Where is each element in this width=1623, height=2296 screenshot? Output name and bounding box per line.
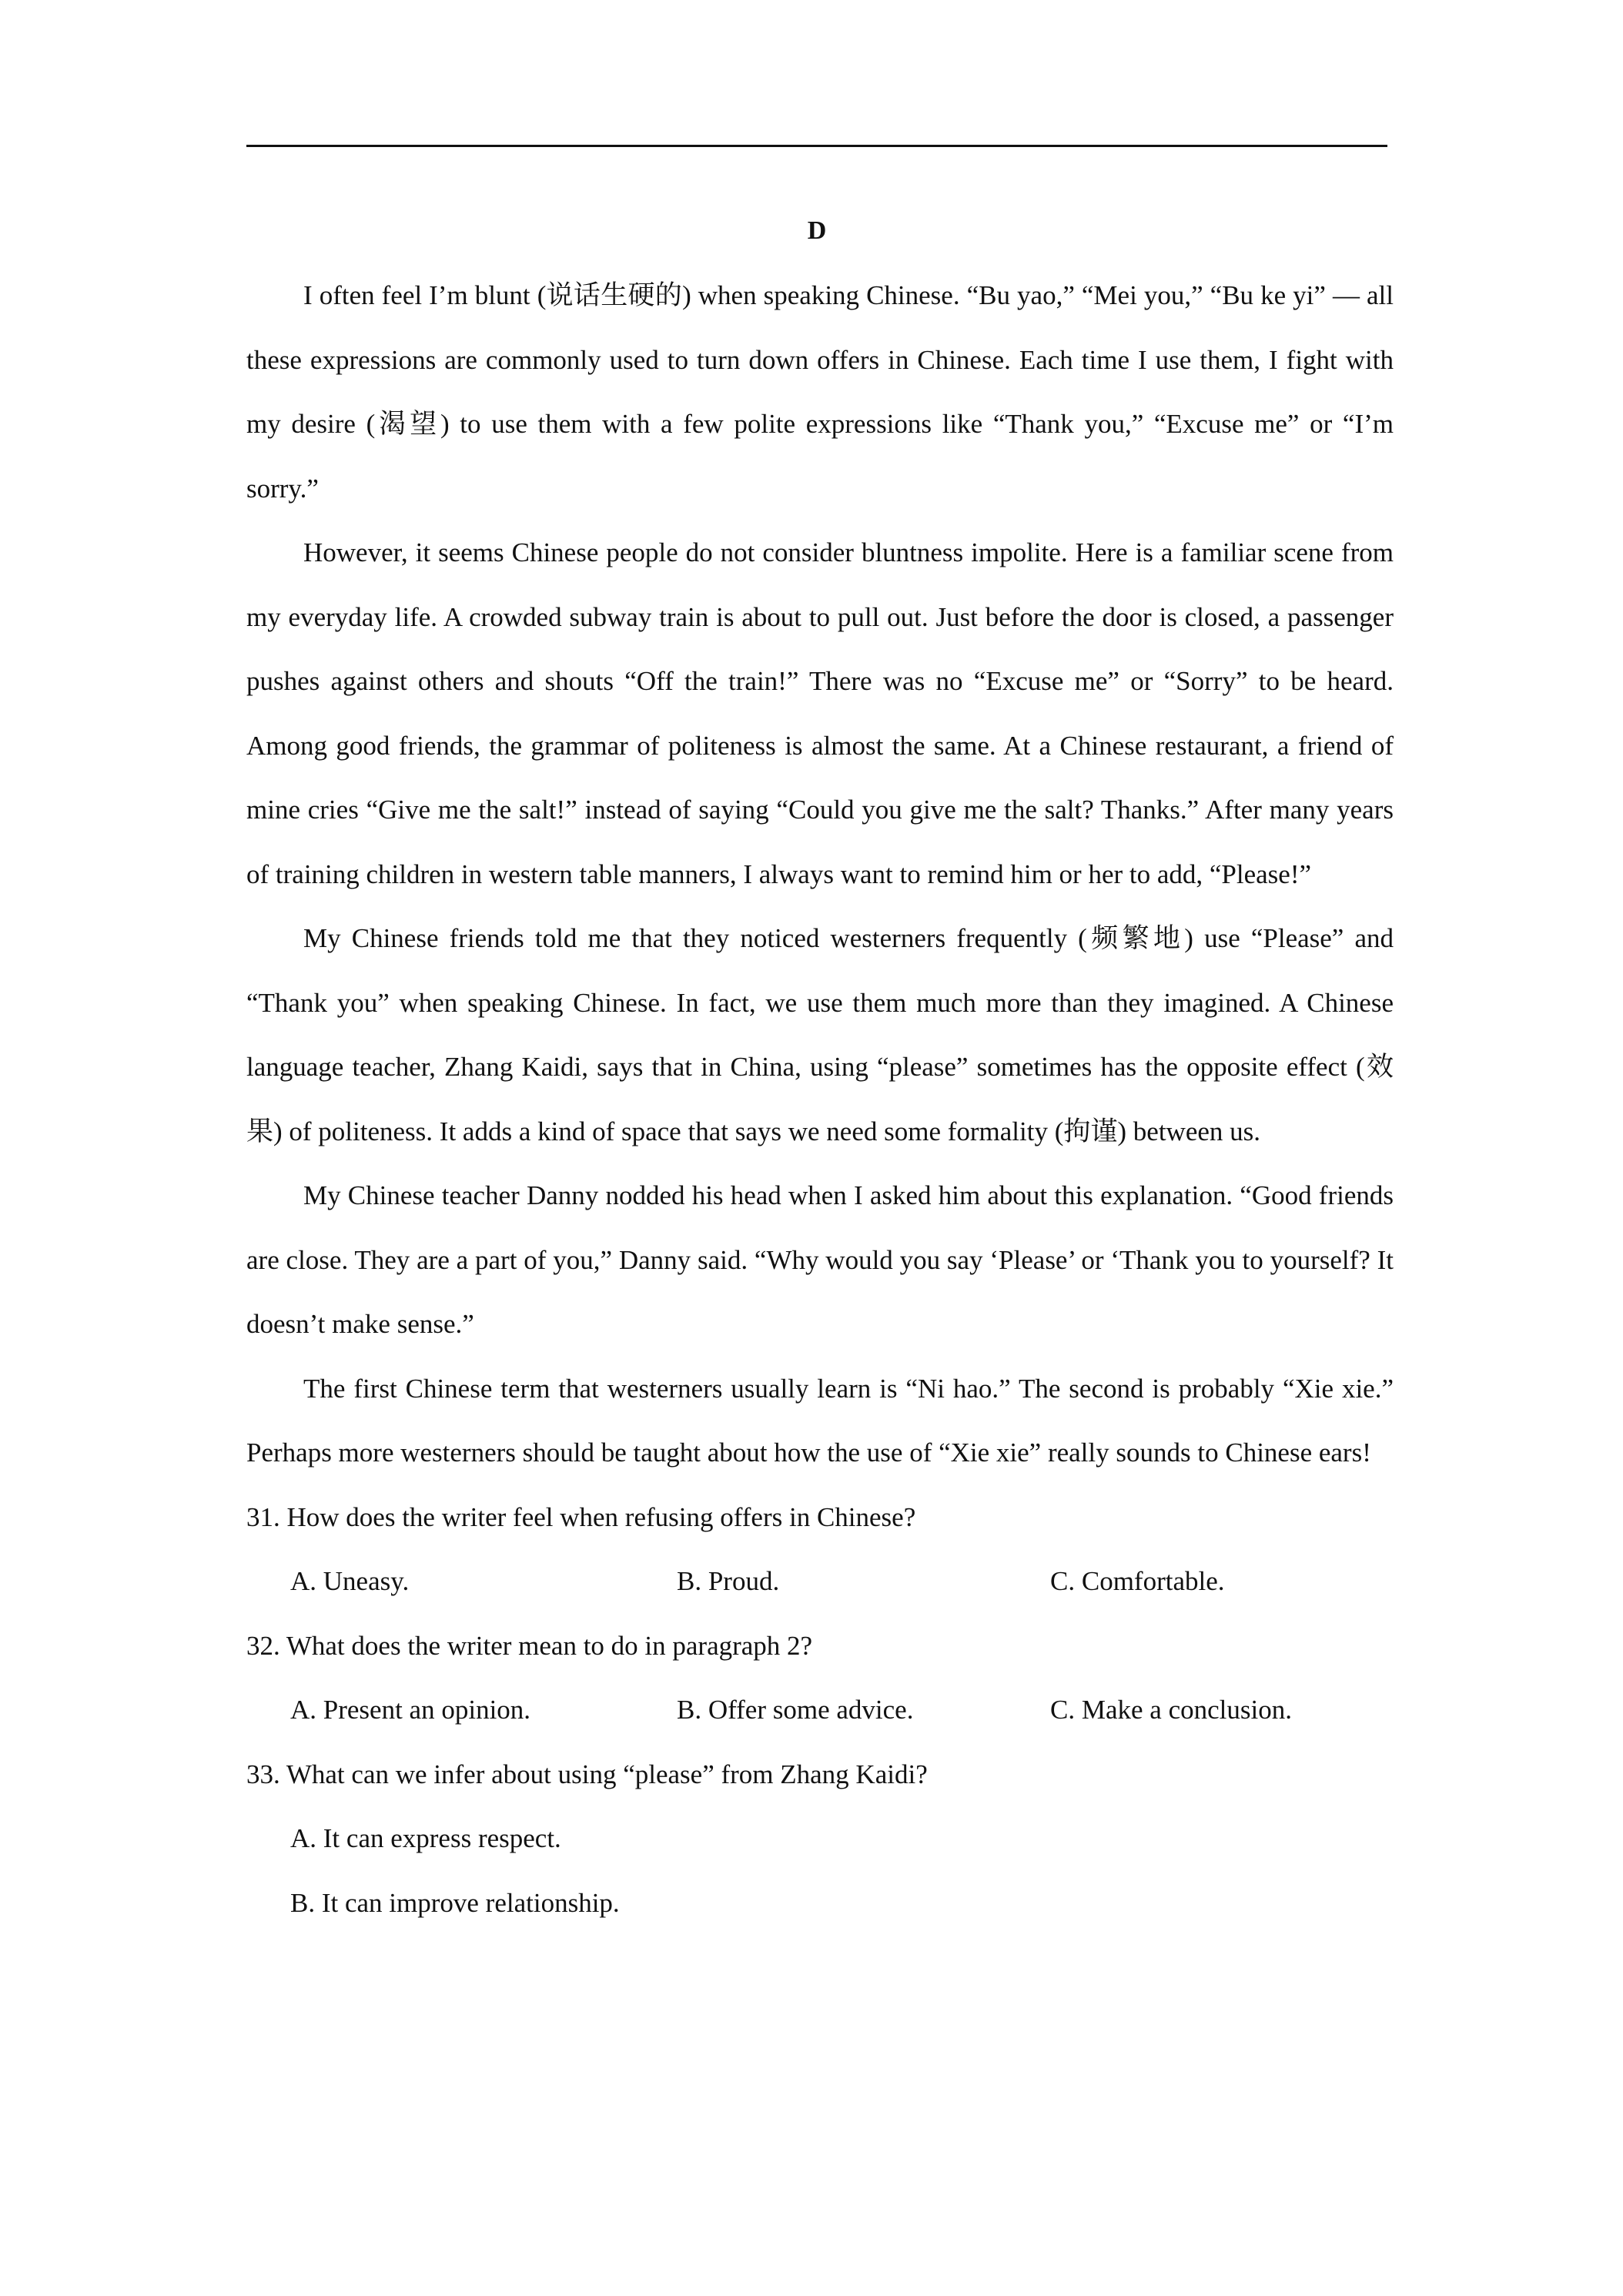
- question-33-option-a: A. It can express respect.: [290, 1823, 561, 1853]
- passage-paragraph-5: The first Chinese term that westerners usually learn is “Ni hao.” The second is probably “Xie xie.” Perhaps more westerners should be taught about how the use of “Xie xie” really sounds to Chinese ears!: [246, 1373, 1394, 1468]
- passage-paragraph-1: I often feel I’m blunt (说话生硬的) when speaking Chinese. “Bu yao,” “Mei you,” “Bu ke yi” — all these expressions are commonly used to turn down offers in Chinese. Each time I use them, I fight with my desire (渴望) to use them with a few polite expressions like “Thank you,” “Excuse me” or “I’m sorry.”: [246, 280, 1394, 504]
- reading-passage: [246, 263, 1394, 1935]
- question-31-option-c: C. Comfortable.: [1050, 1566, 1225, 1596]
- passage-paragraph-3: My Chinese friends told me that they noticed westerners frequently (频繁地) use “Please” and “Thank you” when speaking Chinese. In fact, we use them much more than they imagined. A Chinese language teacher, Zhang Kaidi, says that in China, using “please” sometimes has the opposite effect (效果) of politeness. It adds a kind of space that says we need some formality (拘谨) between us.: [246, 923, 1394, 1146]
- question-32-options: [246, 1678, 1394, 1742]
- section-heading: D: [807, 216, 827, 245]
- question-32: 32. What does the writer mean to do in paragraph 2?: [246, 1630, 813, 1661]
- question-31-option-b: B. Proud.: [677, 1566, 780, 1596]
- question-31-option-a: A. Uneasy.: [290, 1566, 410, 1596]
- exam-page: [246, 0, 1394, 2296]
- passage-paragraph-2: However, it seems Chinese people do not consider bluntness impolite. Here is a familiar scene from my everyday life. A crowded subway train is about to pull out. Just before the door is closed, a passenger pushes against others and shouts “Off the train!” There was no “Excuse me” or “Sorry” to be heard. Among good friends, the grammar of politeness is almost the same. At a Chinese restaurant, a friend of mine cries “Give me the salt!” instead of saying “Could you give me the salt? Thanks.” After many years of training children in western table manners, I always want to remind him or her to add, “Please!”: [246, 537, 1394, 889]
- header-rule: [246, 145, 1387, 147]
- question-32-option-a: A. Present an opinion.: [290, 1695, 531, 1725]
- question-31: 31. How does the writer feel when refusing offers in Chinese?: [246, 1501, 916, 1532]
- question-32-option-b: B. Offer some advice.: [677, 1695, 914, 1725]
- question-33: 33. What can we infer about using “please” from Zhang Kaidi?: [246, 1759, 928, 1789]
- question-31-options: [246, 1549, 1394, 1614]
- question-33-option-b: B. It can improve relationship.: [290, 1887, 620, 1918]
- passage-paragraph-4: My Chinese teacher Danny nodded his head when I asked him about this explanation. “Good friends are close. They are a part of you,” Danny said. “Why would you say ‘Please’ or ‘Thank you to yourself? It doesn’t make sense.”: [246, 1180, 1394, 1339]
- question-32-option-c: C. Make a conclusion.: [1050, 1695, 1292, 1725]
